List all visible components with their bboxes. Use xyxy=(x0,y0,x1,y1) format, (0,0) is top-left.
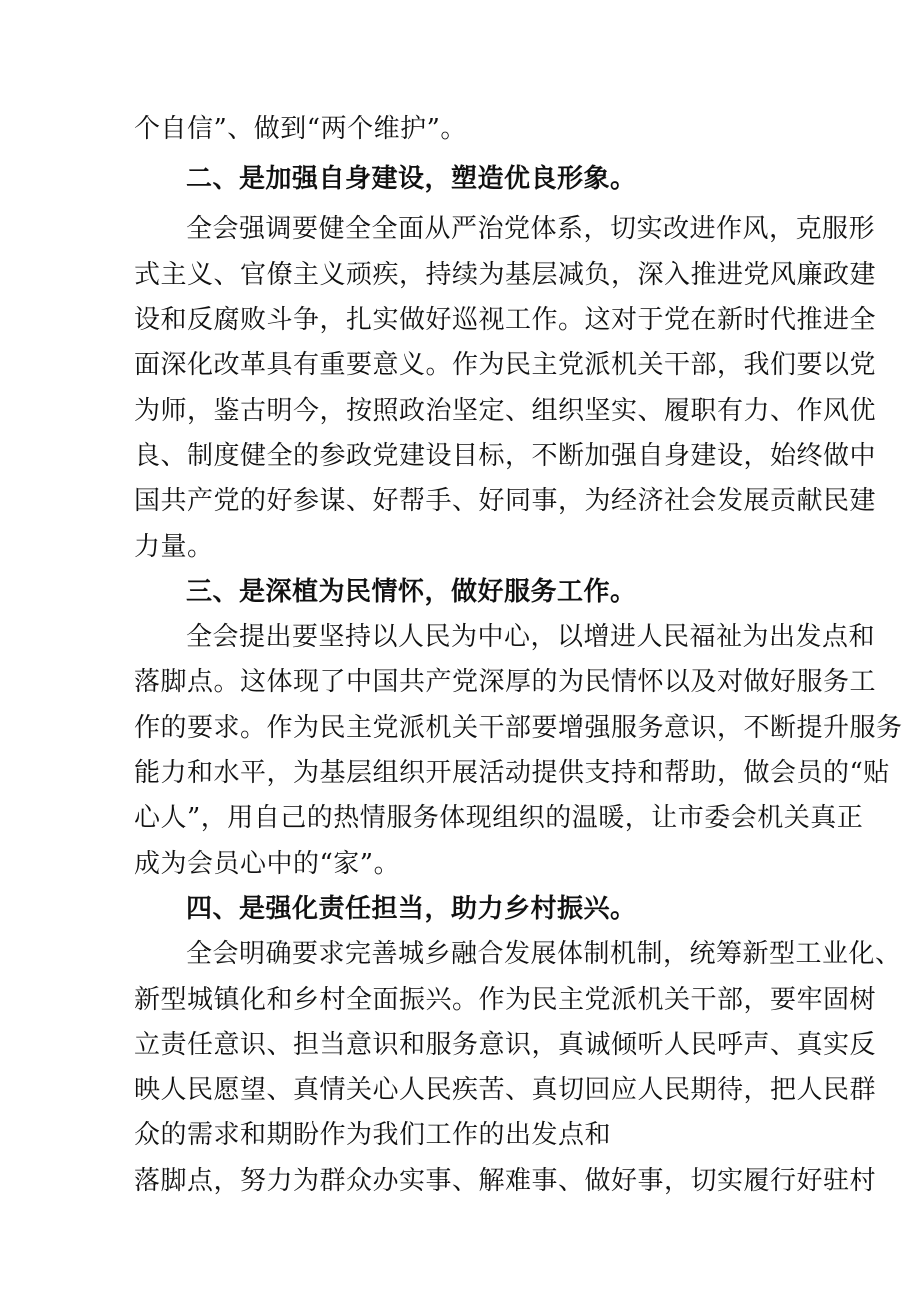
paragraph-line: 面深化改革具有重要意义。作为民主党派机关干部，我们要以党 xyxy=(134,350,877,380)
paragraph-line: 设和反腐败斗争，扎实做好巡视工作。这对于党在新时代推进全 xyxy=(134,305,877,335)
paragraph-line: 个自信”、做到“两个维护”。 xyxy=(134,114,467,144)
paragraph-line: 能力和水平，为基层组织开展活动提供支持和帮助，做会员的“贴 xyxy=(134,758,890,788)
section-heading-2: 二、是加强自身建设，塑造优良形象。 xyxy=(186,164,637,194)
paragraph-line: 成为会员心中的“家”。 xyxy=(134,849,401,879)
paragraph-line: 力量。 xyxy=(134,532,214,562)
paragraph-line: 落脚点。这体现了中国共产党深厚的为民情怀以及对做好服务工 xyxy=(134,667,877,697)
paragraph-line: 国共产党的好参谋、好帮手、好同事，为经济社会发展贡献民建 xyxy=(134,486,877,516)
paragraph-line: 良、制度健全的参政党建设目标，不断加强自身建设，始终做中 xyxy=(134,441,877,471)
paragraph-line: 全会明确要求完善城乡融合发展体制机制，统筹新型工业化、 xyxy=(186,939,902,969)
paragraph-line: 新型城镇化和乡村全面振兴。作为民主党派机关干部，要牢固树 xyxy=(134,985,877,1015)
paragraph-line: 映人民愿望、真情关心人民疾苦、真切回应人民期待，把人民群 xyxy=(134,1075,877,1105)
paragraph-line: 式主义、官僚主义顽疾，持续为基层减负，深入推进党风廉政建 xyxy=(134,260,877,290)
paragraph-line: 全会提出要坚持以人民为中心，以增进人民福祉为出发点和 xyxy=(186,622,876,652)
paragraph-line: 落脚点，努力为群众办实事、解难事、做好事，切实履行好驻村 xyxy=(134,1166,877,1196)
paragraph-line: 全会强调要健全全面从严治党体系，切实改进作风，克服形 xyxy=(186,214,876,244)
section-heading-4: 四、是强化责任担当，助力乡村振兴。 xyxy=(186,894,637,924)
paragraph-line: 众的需求和期盼作为我们工作的出发点和 xyxy=(134,1120,612,1150)
paragraph-line: 心人”，用自己的热情服务体现组织的温暖，让市委会机关真正 xyxy=(134,803,864,833)
section-heading-3: 三、是深植为民情怀，做好服务工作。 xyxy=(186,577,637,607)
paragraph-line: 为师，鉴古明今，按照政治坚定、组织坚实、履职有力、作风优 xyxy=(134,396,877,426)
paragraph-line: 立责任意识、担当意识和服务意识，真诚倾听人民呼声、真实反 xyxy=(134,1030,877,1060)
paragraph-line: 作的要求。作为民主党派机关干部要增强服务意识，不断提升服务 xyxy=(134,713,903,743)
